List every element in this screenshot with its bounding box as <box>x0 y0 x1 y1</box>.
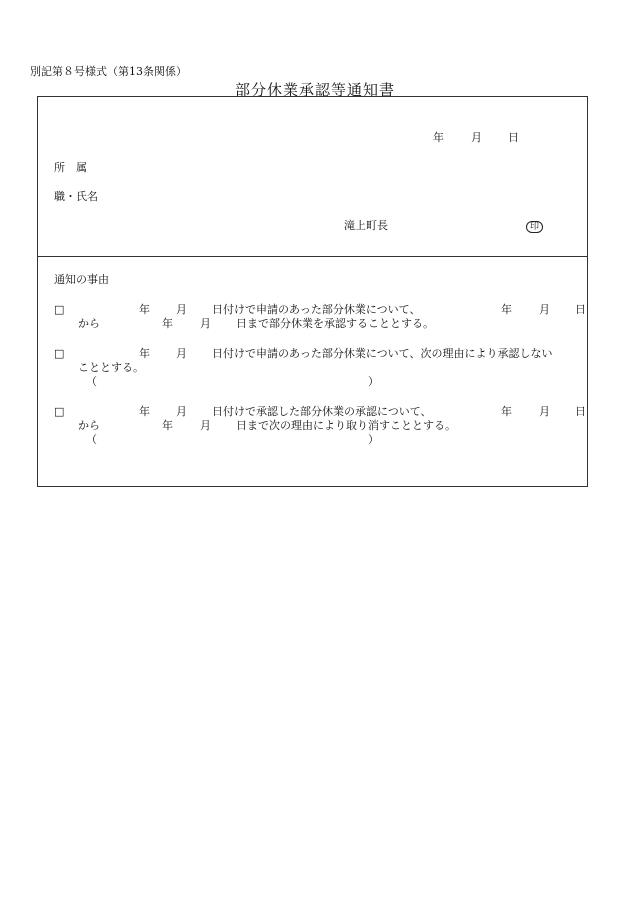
affiliation-label: 所 属 <box>54 161 87 174</box>
option2-checkbox[interactable]: □ <box>54 347 65 360</box>
option1-from: から <box>78 317 100 330</box>
option3-month: 月 <box>176 405 187 418</box>
option3-paren-open: （ <box>86 433 97 446</box>
option3-month2: 月 <box>539 405 550 418</box>
option3-checkbox[interactable]: □ <box>54 405 65 418</box>
option3-year2: 年 <box>501 405 512 418</box>
position-name-label: 職・氏名 <box>54 190 98 203</box>
document-title: 部分休業承認等通知書 <box>234 81 395 99</box>
option1-month: 月 <box>176 303 187 316</box>
date-month-label: 月 <box>471 131 482 144</box>
reason-heading: 通知の事由 <box>54 273 109 286</box>
option1-text-a: 日付けで申請のあった部分休業について、 <box>212 303 421 316</box>
option3-paren-close: ） <box>368 433 379 446</box>
option1-year2: 年 <box>501 303 512 316</box>
option1-day2: 日 <box>575 303 586 316</box>
option1-month3: 月 <box>200 317 211 330</box>
option3-month3: 月 <box>200 419 211 432</box>
option3-text-b: 日まで次の理由により取り消すこととする。 <box>236 419 456 432</box>
issuer-title: 滝上町長 <box>344 219 388 232</box>
option3-from: から <box>78 419 100 432</box>
option2-month: 月 <box>176 347 187 360</box>
seal-stamp: 印 <box>526 221 543 233</box>
option1-checkbox[interactable]: □ <box>54 303 65 316</box>
option1-text-b: 日まで部分休業を承認することとする。 <box>236 317 434 330</box>
notice-form-frame <box>37 96 588 487</box>
section-divider <box>38 256 587 257</box>
option1-month2: 月 <box>539 303 550 316</box>
option3-day2: 日 <box>575 405 586 418</box>
option3-text-a: 日付けで承認した部分休業の承認について、 <box>212 405 432 418</box>
option2-year: 年 <box>139 347 150 360</box>
date-day-label: 日 <box>508 131 519 144</box>
option3-year3: 年 <box>162 419 173 432</box>
option1-year: 年 <box>139 303 150 316</box>
date-year-label: 年 <box>433 131 444 144</box>
option1-year3: 年 <box>162 317 173 330</box>
seal-mark <box>526 219 543 233</box>
option2-text-a: 日付けで申請のあった部分休業について、次の理由により承認しない <box>212 347 553 360</box>
option2-paren-close: ） <box>368 375 379 388</box>
form-number-label: 別記第８号様式（第13条関係） <box>30 65 187 78</box>
option2-text-b: こととする。 <box>78 361 144 374</box>
option3-year: 年 <box>139 405 150 418</box>
option2-paren-open: （ <box>86 375 97 388</box>
